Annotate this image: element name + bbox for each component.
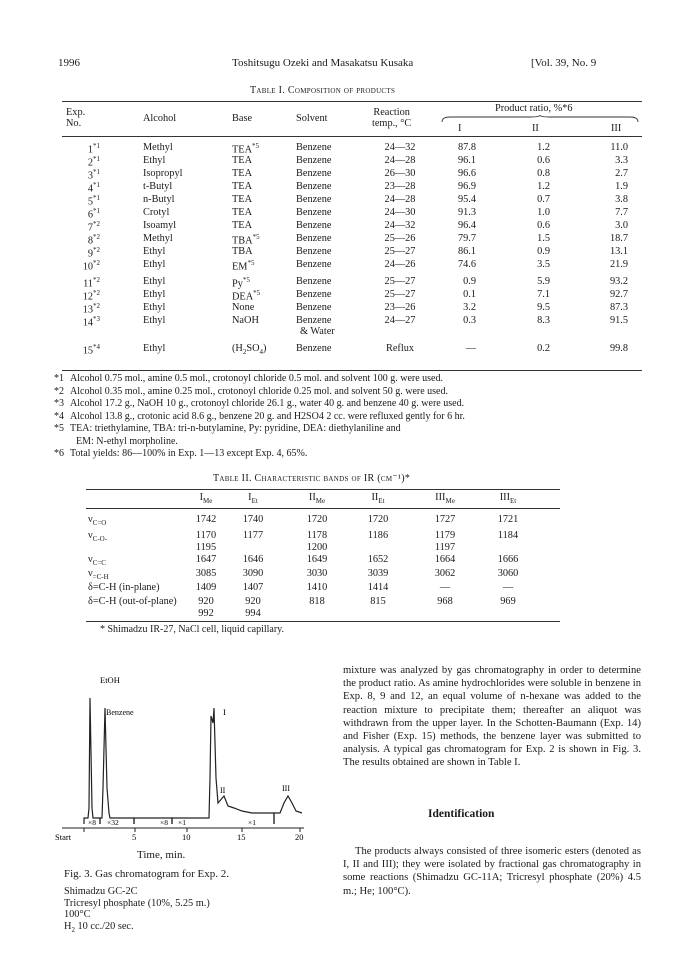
table1-cell-temp: 25—27 bbox=[384, 276, 416, 287]
table1-cell-base: EM$^{*5}$ bbox=[232, 259, 255, 273]
header-exp: Exp. No. bbox=[66, 107, 86, 129]
footnote-mark: *1 bbox=[54, 373, 64, 384]
header-product-ratio: Product ratio, %*6 bbox=[495, 103, 573, 114]
table1-cell-base: DEA$^{*5}$ bbox=[232, 289, 261, 303]
table1-cell-no: 1$^{*1}$ bbox=[87, 142, 100, 156]
table2-cell: 1740 bbox=[242, 514, 264, 525]
table2-cell: 1646 bbox=[242, 554, 264, 565]
axis-start-label: Start bbox=[55, 832, 72, 842]
table1-cell-ii: 0.6 bbox=[537, 155, 550, 166]
table1-cell-alcohol: Crotyl bbox=[143, 207, 170, 218]
table2-cell: 3062 bbox=[434, 568, 456, 579]
table1-cell-temp: 24—30 bbox=[384, 207, 416, 218]
table2-cell: 818 bbox=[309, 596, 325, 607]
attenuation-2: ×32 bbox=[107, 818, 119, 827]
table1-cell-ii: 3.5 bbox=[537, 259, 550, 270]
table1-cell-i: 74.6 bbox=[457, 259, 476, 270]
table1-cell-no: 13$^{*2}$ bbox=[82, 302, 100, 316]
table1-title: Table I. Composition of products bbox=[250, 85, 396, 96]
table2-cell: 920 994 bbox=[245, 596, 261, 619]
table1-cell-iii: 3.3 bbox=[615, 155, 628, 166]
footnote-text: Alcohol 0.35 mol., amine 0.25 mol., crotonoyl chloride 0.25 mol. and solvent 50 g. were used. bbox=[70, 385, 448, 397]
table1-cell-temp: 23—28 bbox=[384, 181, 416, 192]
footnote-mark: *4 bbox=[54, 410, 64, 422]
table1-cell-i: 96.9 bbox=[457, 181, 476, 192]
table2-bottom-rule bbox=[86, 621, 560, 622]
table1-cell-base: TEA bbox=[232, 168, 253, 179]
header-base: Base bbox=[232, 113, 253, 124]
table2-row-label: δ=C-H (in-plane) bbox=[88, 582, 160, 593]
table1-cell-solvent: Benzene bbox=[296, 343, 332, 354]
volume-info: [Vol. 39, No. 9 bbox=[531, 57, 597, 69]
header-alcohol: Alcohol bbox=[143, 113, 177, 124]
table1-cell-temp: 25—26 bbox=[384, 233, 416, 244]
footnote-mark: *2 bbox=[54, 385, 64, 397]
table1-cell-iii: 87.3 bbox=[609, 302, 628, 313]
table1-cell-no: 14$^{*3}$ bbox=[82, 315, 100, 329]
table2-cell: 1720 bbox=[367, 514, 389, 525]
figure-condition-line: Tricresyl phosphate (10%, 5.25 m.) bbox=[64, 897, 210, 909]
table1-cell-iii: 3.0 bbox=[615, 220, 628, 231]
table2-cell: 3060 bbox=[497, 568, 519, 579]
axis-tick-10: 10 bbox=[182, 832, 191, 842]
axis-label-time: Time, min. bbox=[137, 849, 186, 861]
table2-cell: 1409 bbox=[195, 582, 217, 593]
header-I: I bbox=[458, 123, 462, 134]
table1-cell-iii: 3.8 bbox=[615, 194, 628, 205]
peak-label-I: I bbox=[223, 707, 226, 717]
running-title: Toshitsugu Ozeki and Masakatsu Kusaka bbox=[232, 57, 414, 69]
table2-row-label: $\nu_{C=C}$ bbox=[88, 554, 106, 568]
table1-cell-solvent: Benzene bbox=[296, 181, 332, 192]
product-ratio-brace bbox=[440, 115, 640, 123]
axis-tick-15: 15 bbox=[237, 832, 246, 842]
figure-conditions bbox=[64, 886, 210, 936]
table2-cell: 1407 bbox=[242, 582, 264, 593]
attenuation-4: ×1 bbox=[178, 818, 186, 827]
body-paragraph-2: The products always consisted of three isomeric esters (denoted as I, II and III); they were isolated by fractional gas chromatography in some reactions (Shimadzu GC-11A; Tricresyl phosphate (20%) 4.5 m.; He; 100°C). bbox=[343, 846, 641, 897]
table1-cell-iii: 92.7 bbox=[609, 289, 628, 300]
table1-cell-temp: 23—26 bbox=[384, 302, 416, 313]
table2-cell: 3085 bbox=[195, 568, 217, 579]
header-reaction-temp: Reaction temp., °C bbox=[372, 107, 412, 129]
table2-column-header: $II_{Et}$ bbox=[371, 492, 385, 506]
table1-cell-temp: 24—32 bbox=[384, 220, 416, 231]
table1-cell-ii: 5.9 bbox=[537, 276, 550, 287]
table1-cell-alcohol: n-Butyl bbox=[143, 194, 175, 205]
table1-cell-no: 8$^{*2}$ bbox=[87, 233, 100, 247]
table1-cell-i: 0.1 bbox=[463, 289, 476, 300]
table1-cell-no: 7$^{*2}$ bbox=[87, 220, 100, 234]
table1-cell-alcohol: Ethyl bbox=[143, 276, 166, 287]
table1-cell-alcohol: Ethyl bbox=[143, 315, 166, 326]
table1-bottom-rule bbox=[62, 370, 642, 371]
table1-cell-solvent: Benzene bbox=[296, 194, 332, 205]
footnote bbox=[38, 386, 658, 399]
attenuation-3: ×8 bbox=[160, 818, 168, 827]
table2-cell: 1186 bbox=[367, 530, 389, 541]
table1-cell-i: 3.2 bbox=[463, 302, 476, 313]
table1-cell-i: 95.4 bbox=[457, 194, 476, 205]
table1-cell-base: TEA$^{*5}$ bbox=[232, 142, 260, 156]
footnote bbox=[38, 398, 658, 411]
table1-cell-iii: 11.0 bbox=[610, 142, 628, 153]
table2-cell: 1664 bbox=[434, 554, 456, 565]
table1-cell-temp: 25—27 bbox=[384, 246, 416, 257]
table1-cell-base: $(H_2SO_4)$ bbox=[232, 343, 267, 357]
table1-cell-solvent: Benzene bbox=[296, 259, 332, 270]
table1-cell-iii: 91.5 bbox=[609, 315, 628, 326]
table1-cell-temp: 24—28 bbox=[384, 155, 416, 166]
table1-top-rule bbox=[62, 101, 642, 102]
table1-cell-base: TEA bbox=[232, 220, 253, 231]
table1-cell-no: 10$^{*2}$ bbox=[82, 259, 100, 273]
table2-cell: — bbox=[502, 582, 514, 593]
figure-caption: Fig. 3. Gas chromatogram for Exp. 2. bbox=[64, 868, 229, 880]
table2-footnote: * Shimadzu IR-27, NaCl cell, liquid capillary. bbox=[100, 624, 285, 635]
table2-cell: 1179 1197 bbox=[434, 530, 456, 553]
table1-cell-temp: 24—32 bbox=[384, 142, 416, 153]
table1-footnotes bbox=[38, 373, 658, 461]
table2-cell: 1184 bbox=[497, 530, 519, 541]
table1-cell-ii: 0.8 bbox=[537, 168, 550, 179]
header-III: III bbox=[611, 123, 622, 134]
table1-cell-i: 0.9 bbox=[463, 276, 476, 287]
table1-cell-ii: 1.2 bbox=[537, 181, 550, 192]
table1-cell-alcohol: Isoamyl bbox=[143, 220, 177, 231]
table1-cell-base: TBA$^{*5}$ bbox=[232, 233, 260, 247]
footnote-text: Alcohol 17.2 g., NaOH 10 g., crotonoyl chloride 26.1 g., water 40 g. and benzene 40 g. were used. bbox=[70, 398, 465, 409]
table1-cell-alcohol: t-Butyl bbox=[143, 181, 173, 192]
table1-cell-no: 3$^{*1}$ bbox=[87, 168, 100, 182]
table2-cell: 1742 bbox=[195, 514, 217, 525]
table1-cell-temp: Reflux bbox=[385, 343, 415, 354]
table1-cell-no: 5$^{*1}$ bbox=[87, 194, 100, 208]
table1-cell-ii: 0.2 bbox=[537, 343, 550, 354]
table1-cell-base: None bbox=[232, 302, 255, 313]
table2-cell: 1410 bbox=[306, 582, 328, 593]
footnote-mark: *3 bbox=[54, 398, 64, 409]
header-solvent: Solvent bbox=[296, 113, 328, 124]
table2-row-label: $\nu_{C-O-}$ bbox=[88, 530, 108, 544]
table1-cell-no: 11$^{*2}$ bbox=[83, 276, 100, 290]
table2-cell: 3039 bbox=[367, 568, 389, 579]
table2-row-label: $\nu_{C=O}$ bbox=[88, 514, 107, 528]
table1-cell-i: 96.6 bbox=[457, 168, 476, 179]
table2-cell: 1170 1195 bbox=[195, 530, 217, 553]
table1-cell-solvent: Benzene bbox=[296, 246, 332, 257]
table2-cell: 969 bbox=[500, 596, 516, 607]
table1-cell-alcohol: Ethyl bbox=[143, 246, 166, 257]
table1-cell-ii: 9.5 bbox=[537, 302, 550, 313]
footnote bbox=[38, 411, 658, 424]
table1-cell-alcohol: Ethyl bbox=[143, 259, 166, 270]
table1-cell-solvent: Benzene bbox=[296, 220, 332, 231]
table1-cell-solvent: Benzene bbox=[296, 207, 332, 218]
axis-tick-20: 20 bbox=[295, 832, 304, 842]
table2-cell: 1727 bbox=[434, 514, 456, 525]
table1-cell-alcohol: Ethyl bbox=[143, 302, 166, 313]
table2-cell: 815 bbox=[370, 596, 386, 607]
table1-cell-solvent: Benzene bbox=[296, 302, 332, 313]
table2-title: Table II. Characteristic bands of IR (cm⁻¹)* bbox=[213, 473, 411, 484]
table1-cell-alcohol: Methyl bbox=[143, 233, 173, 244]
table2-row-label: δ=C-H (out-of-plane) bbox=[88, 596, 177, 607]
table1-cell-solvent: Benzene bbox=[296, 155, 332, 166]
table1-cell-ii: 0.7 bbox=[537, 194, 550, 205]
table1-cell-ii: 0.6 bbox=[537, 220, 550, 231]
table1-cell-solvent: Benzene bbox=[296, 233, 332, 244]
footnote bbox=[38, 423, 658, 436]
table1-cell-i: 0.3 bbox=[463, 315, 476, 326]
table1-cell-solvent: Benzene & Water bbox=[296, 315, 335, 337]
footnote-text: Alcohol 0.75 mol., amine 0.5 mol., crotonoyl chloride 0.5 mol. and solvent 100 g. were used. bbox=[70, 373, 443, 384]
table1-cell-alcohol: Isopropyl bbox=[143, 168, 183, 179]
peak-label-III: III bbox=[282, 784, 290, 793]
table2-header-rule bbox=[86, 508, 560, 509]
table1-cell-base: TEA bbox=[232, 207, 253, 218]
table1-cell-solvent: Benzene bbox=[296, 276, 332, 287]
table2-cell: 1414 bbox=[367, 582, 389, 593]
table1-cell-alcohol: Methyl bbox=[143, 142, 173, 153]
footnote-text: TEA: triethylamine, TBA: tri-n-butylamine, Py: pyridine, DEA: diethylaniline and bbox=[70, 423, 401, 434]
table1-cell-ii: 8.3 bbox=[537, 315, 550, 326]
table1-cell-solvent: Benzene bbox=[296, 142, 332, 153]
table1-cell-i: 96.1 bbox=[457, 155, 476, 166]
table2-cell: 968 bbox=[437, 596, 453, 607]
table1-cell-temp: 25—27 bbox=[384, 289, 416, 300]
table2-cell: 1666 bbox=[497, 554, 519, 565]
table1-cell-base: NaOH bbox=[232, 315, 259, 326]
table2-cell: 1720 bbox=[306, 514, 328, 525]
footnote-text: Total yields: 86—100% in Exp. 1—13 except Exp. 4, 65%. bbox=[70, 448, 308, 459]
table1-cell-iii: 7.7 bbox=[615, 207, 628, 218]
table1-cell-iii: 1.9 bbox=[615, 181, 628, 192]
figure-condition-line: $H_2$ 10 cc./20 sec. bbox=[64, 920, 134, 934]
peak-label-II: II bbox=[220, 786, 226, 795]
table1-cell-no: 9$^{*2}$ bbox=[87, 246, 100, 260]
table1-cell-iii: 18.7 bbox=[609, 233, 628, 244]
table2-cell: 1721 bbox=[497, 514, 519, 525]
table2-column-header: $III_{Me}$ bbox=[435, 492, 455, 506]
footnote-text: Alcohol 13.8 g., crotonic acid 8.6 g., benzene 20 g. and H2SO4 2 cc. were refluxed gently for 6 hr. bbox=[70, 410, 465, 422]
table1-cell-alcohol: Ethyl bbox=[143, 155, 166, 166]
table1-cell-iii: 21.9 bbox=[609, 259, 628, 270]
table1-cell-ii: 7.1 bbox=[537, 289, 550, 300]
table2-cell: 1649 bbox=[306, 554, 328, 565]
gas-chromatogram bbox=[52, 668, 327, 848]
table1-cell-no: 15$^{*4}$ bbox=[82, 343, 100, 357]
footnote-text: EM: N-ethyl morpholine. bbox=[76, 435, 178, 447]
table1-cell-solvent: Benzene bbox=[296, 289, 332, 300]
page-number: 1996 bbox=[58, 57, 80, 69]
table1-cell-i: 96.4 bbox=[457, 220, 476, 231]
table1-cell-no: 6$^{*1}$ bbox=[87, 207, 100, 221]
table2-cell: 3090 bbox=[242, 568, 264, 579]
table2-column-header: $I_{Me}$ bbox=[199, 492, 213, 506]
table1-cell-base: TBA bbox=[232, 246, 253, 257]
table1-cell-alcohol: Ethyl bbox=[143, 343, 166, 354]
figure-condition-line: Shimadzu GC-2C bbox=[64, 886, 138, 897]
table1-cell-no: 2$^{*1}$ bbox=[87, 155, 100, 169]
table2-cell: — bbox=[439, 582, 451, 593]
table2-column-header: $III_{Et}$ bbox=[499, 492, 517, 506]
table1-cell-temp: 24—26 bbox=[384, 259, 416, 270]
table2-column-header: $I_{Et}$ bbox=[248, 492, 258, 506]
table2-cell: 3030 bbox=[306, 568, 328, 579]
footnote bbox=[38, 436, 658, 449]
table1-cell-ii: 1.5 bbox=[537, 233, 550, 244]
table1-header-rule bbox=[62, 136, 642, 137]
table2-cell: 1652 bbox=[367, 554, 389, 565]
table1-cell-alcohol: Ethyl bbox=[143, 289, 166, 300]
table1-cell-no: 4$^{*1}$ bbox=[87, 181, 100, 195]
table2-row-label: $\nu_{=C-H}$ bbox=[88, 568, 109, 582]
body-paragraph-1: mixture was analyzed by gas chromatography in order to determine the product ratio. As amine hydrochlorides were soluble in benzene in Exp. 8, 9 and 12, an equal volume of n-hexane was added to the reaction mixture to precipitate them; thereafter an aliquot was withdrawn from the upper layer. In the Schotten-Baumann (Exp. 14) and Fisher (Exp. 15) methods, the benzene layer was submitted to analysis. A typical gas chromatogram for Exp. 2 is shown in Fig. 3. The results obtained are shown in Table I. bbox=[343, 665, 641, 769]
axis-tick-5: 5 bbox=[132, 832, 137, 842]
table1-cell-temp: 24—28 bbox=[384, 194, 416, 205]
table2-column-header: $II_{Me}$ bbox=[308, 492, 326, 506]
table1-cell-temp: 26—30 bbox=[384, 168, 416, 179]
figure-condition-line: 100°C bbox=[64, 909, 91, 921]
table1-cell-iii: 99.8 bbox=[609, 343, 628, 354]
attenuation-1: ×8 bbox=[88, 818, 96, 827]
table1-cell-no: 12$^{*2}$ bbox=[82, 289, 100, 303]
footnote-mark: *5 bbox=[54, 423, 64, 434]
table1-cell-iii: 13.1 bbox=[609, 246, 628, 257]
table2-cell: 1177 bbox=[242, 530, 264, 541]
table1-cell-ii: 1.0 bbox=[537, 207, 550, 218]
attenuation-5: ×1 bbox=[248, 818, 256, 827]
section-heading: Identification bbox=[428, 808, 495, 820]
table1-cell-ii: 0.9 bbox=[537, 246, 550, 257]
table2-cell: 1178 1200 bbox=[306, 530, 328, 553]
table1-cell-ii: 1.2 bbox=[537, 142, 550, 153]
table1-cell-base: TEA bbox=[232, 194, 253, 205]
table1-cell-iii: 93.2 bbox=[609, 276, 628, 287]
footnote bbox=[38, 373, 658, 386]
table1-cell-base: TEA bbox=[232, 155, 253, 166]
table1-cell-base: Py$^{*5}$ bbox=[232, 276, 250, 290]
table1-cell-temp: 24—27 bbox=[384, 315, 416, 326]
table1-cell-i: — bbox=[465, 343, 476, 354]
peak-label-etoh: EtOH bbox=[100, 675, 120, 685]
footnote bbox=[38, 448, 658, 461]
table1-cell-i: 86.1 bbox=[457, 246, 476, 257]
table1-cell-base: TEA bbox=[232, 181, 253, 192]
header-II: II bbox=[532, 123, 539, 134]
table1-cell-i: 91.3 bbox=[457, 207, 476, 218]
peak-label-benzene: Benzene bbox=[106, 708, 134, 717]
table2-cell: 1647 bbox=[195, 554, 217, 565]
table1-cell-i: 79.7 bbox=[457, 233, 476, 244]
table1-cell-i: 87.8 bbox=[457, 142, 476, 153]
table1-cell-solvent: Benzene bbox=[296, 168, 332, 179]
table2-top-rule bbox=[86, 489, 560, 490]
table2-cell: 920 992 bbox=[198, 596, 214, 619]
table1-cell-iii: 2.7 bbox=[615, 168, 628, 179]
footnote-mark: *6 bbox=[54, 448, 64, 459]
